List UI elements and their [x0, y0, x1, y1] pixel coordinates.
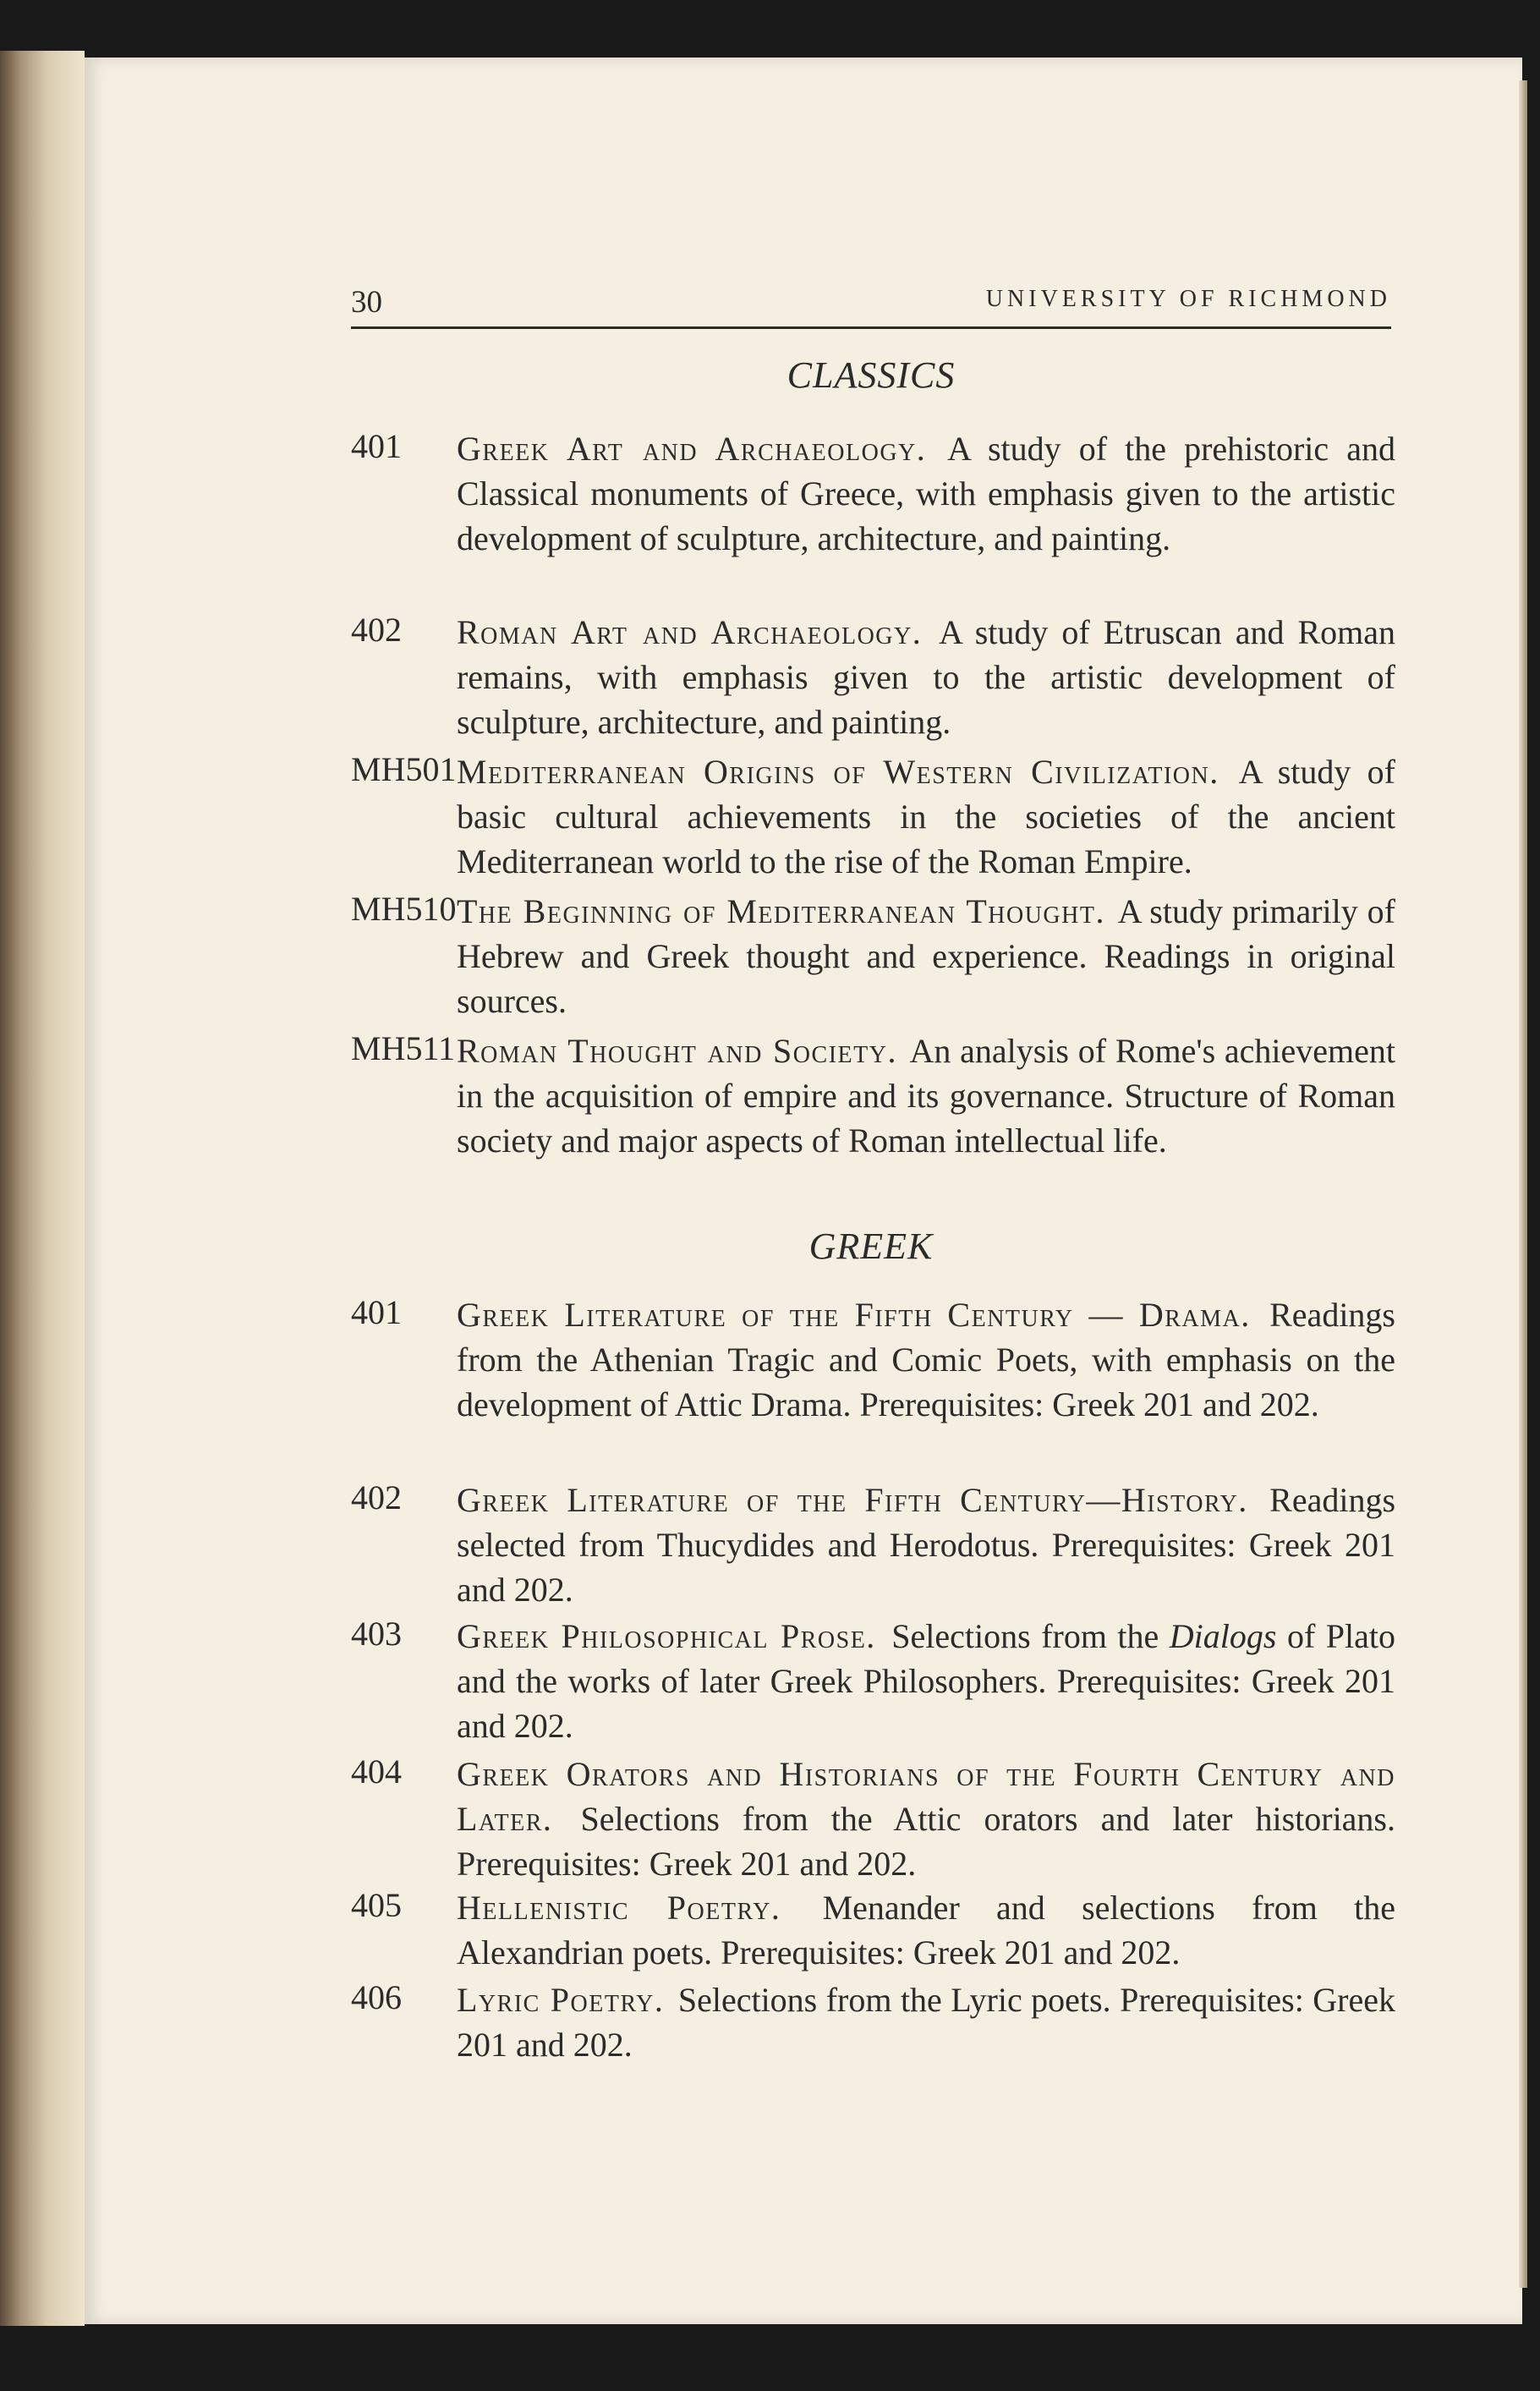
course-description: Menander and selections from the Alexandrian poets. Prerequisites: Greek 201 and 202. — [457, 1889, 1395, 1971]
course-description: A study primarily of Hebrew and Greek thought and experience. Readings in original sources. — [457, 892, 1395, 1020]
course-entry — [351, 1292, 1395, 1427]
course-description: A study of Etruscan and Roman remains, with emphasis given to the artistic development of sculpture, architecture, and painting. — [457, 613, 1396, 741]
header-rule — [351, 326, 1391, 329]
section-title-classics: CLASSICS — [786, 354, 956, 396]
course-entry — [351, 1752, 1395, 1886]
course-title: Greek Art and Archaeology. — [457, 430, 927, 468]
course-number: MH501 — [351, 750, 457, 788]
course-description: A study of basic cultural achievements in the societies of the ancient Mediterranean world to the rise of the Roman Empire. — [457, 753, 1395, 880]
course-number: MH510 — [351, 890, 457, 928]
section-title-greek: GREEK — [808, 1226, 934, 1267]
course-entry — [351, 426, 1395, 561]
course-text — [457, 1478, 1395, 1612]
course-text — [457, 1977, 1395, 2067]
course-text — [457, 1028, 1395, 1163]
page-right-edge — [1519, 80, 1527, 2288]
course-entry — [351, 1885, 1395, 1975]
course-entry — [351, 1478, 1395, 1612]
course-number: 401 — [351, 427, 402, 465]
course-title: The Beginning of Mediterranean Thought. — [457, 892, 1105, 930]
course-title: Roman Art and Archaeology. — [457, 613, 923, 651]
course-description: A study of the prehistoric and Classical monuments of Greece, with emphasis given to the artistic development of sculpture, architecture, and painting. — [457, 430, 1395, 557]
course-number: 405 — [351, 1886, 402, 1924]
course-title: Greek Literature of the Fifth Century — Drama. — [457, 1296, 1251, 1334]
course-text — [457, 426, 1395, 561]
course-description: Readings from the Athenian Tragic and Comic Poets, with emphasis on the development of Attic Drama. Prerequisites: Greek 201 and 202. — [457, 1296, 1395, 1423]
course-number: 403 — [351, 1615, 402, 1653]
course-number: 402 — [351, 1478, 402, 1516]
course-text — [457, 1292, 1395, 1427]
course-number: 406 — [351, 1978, 402, 2016]
course-text — [457, 749, 1395, 884]
course-title: Lyric Poetry. — [457, 1981, 665, 2019]
course-text — [457, 889, 1395, 1023]
course-text — [457, 1885, 1395, 1975]
course-title: Greek Orators and Historians of the Fourth Century and Later. — [457, 1755, 1395, 1838]
dialogs-title: Dialogs — [1169, 1617, 1277, 1655]
course-number: 402 — [351, 611, 402, 649]
course-text — [457, 1614, 1395, 1748]
book-page-stack-edge — [0, 51, 85, 2326]
course-title: Mediterranean Origins of Western Civilization. — [457, 753, 1219, 791]
course-number: MH511 — [351, 1029, 455, 1067]
course-text — [457, 610, 1395, 744]
course-number: 401 — [351, 1293, 402, 1331]
course-entry — [351, 1977, 1395, 2067]
course-entry — [351, 1028, 1395, 1163]
course-entry — [351, 610, 1395, 744]
course-description: Selections from the — [891, 1617, 1159, 1655]
page-header — [351, 284, 1391, 328]
course-entry — [351, 749, 1395, 884]
course-description: of Plato and the works of later Greek Philosophers. Prerequisites: Greek 201 and 202. — [457, 1617, 1395, 1745]
course-description: An analysis of Rome's achievement in the acquisition of empire and its governance. Structure of Roman society and major aspects of Roman intellectual life. — [457, 1032, 1395, 1160]
course-text — [457, 1752, 1395, 1886]
course-entry — [351, 1614, 1395, 1748]
course-description: Selections from the Attic orators and later historians. Prerequisites: Greek 201 and 202. — [457, 1800, 1395, 1883]
course-title: Hellenistic Poetry. — [457, 1889, 781, 1927]
course-entry — [351, 889, 1395, 1023]
running-head: UNIVERSITY OF RICHMOND — [985, 286, 1391, 312]
course-number: 404 — [351, 1752, 402, 1791]
page-number: 30 — [351, 285, 382, 320]
course-title: Greek Literature of the Fifth Century—History. — [457, 1481, 1248, 1519]
course-title: Roman Thought and Society. — [457, 1032, 897, 1070]
course-description: Readings selected from Thucydides and Herodotus. Prerequisites: Greek 201 and 202. — [457, 1481, 1396, 1609]
course-description: Selections from the Lyric poets. Prerequisites: Greek 201 and 202. — [457, 1981, 1396, 2064]
course-title: Greek Philosophical Prose. — [457, 1617, 876, 1655]
